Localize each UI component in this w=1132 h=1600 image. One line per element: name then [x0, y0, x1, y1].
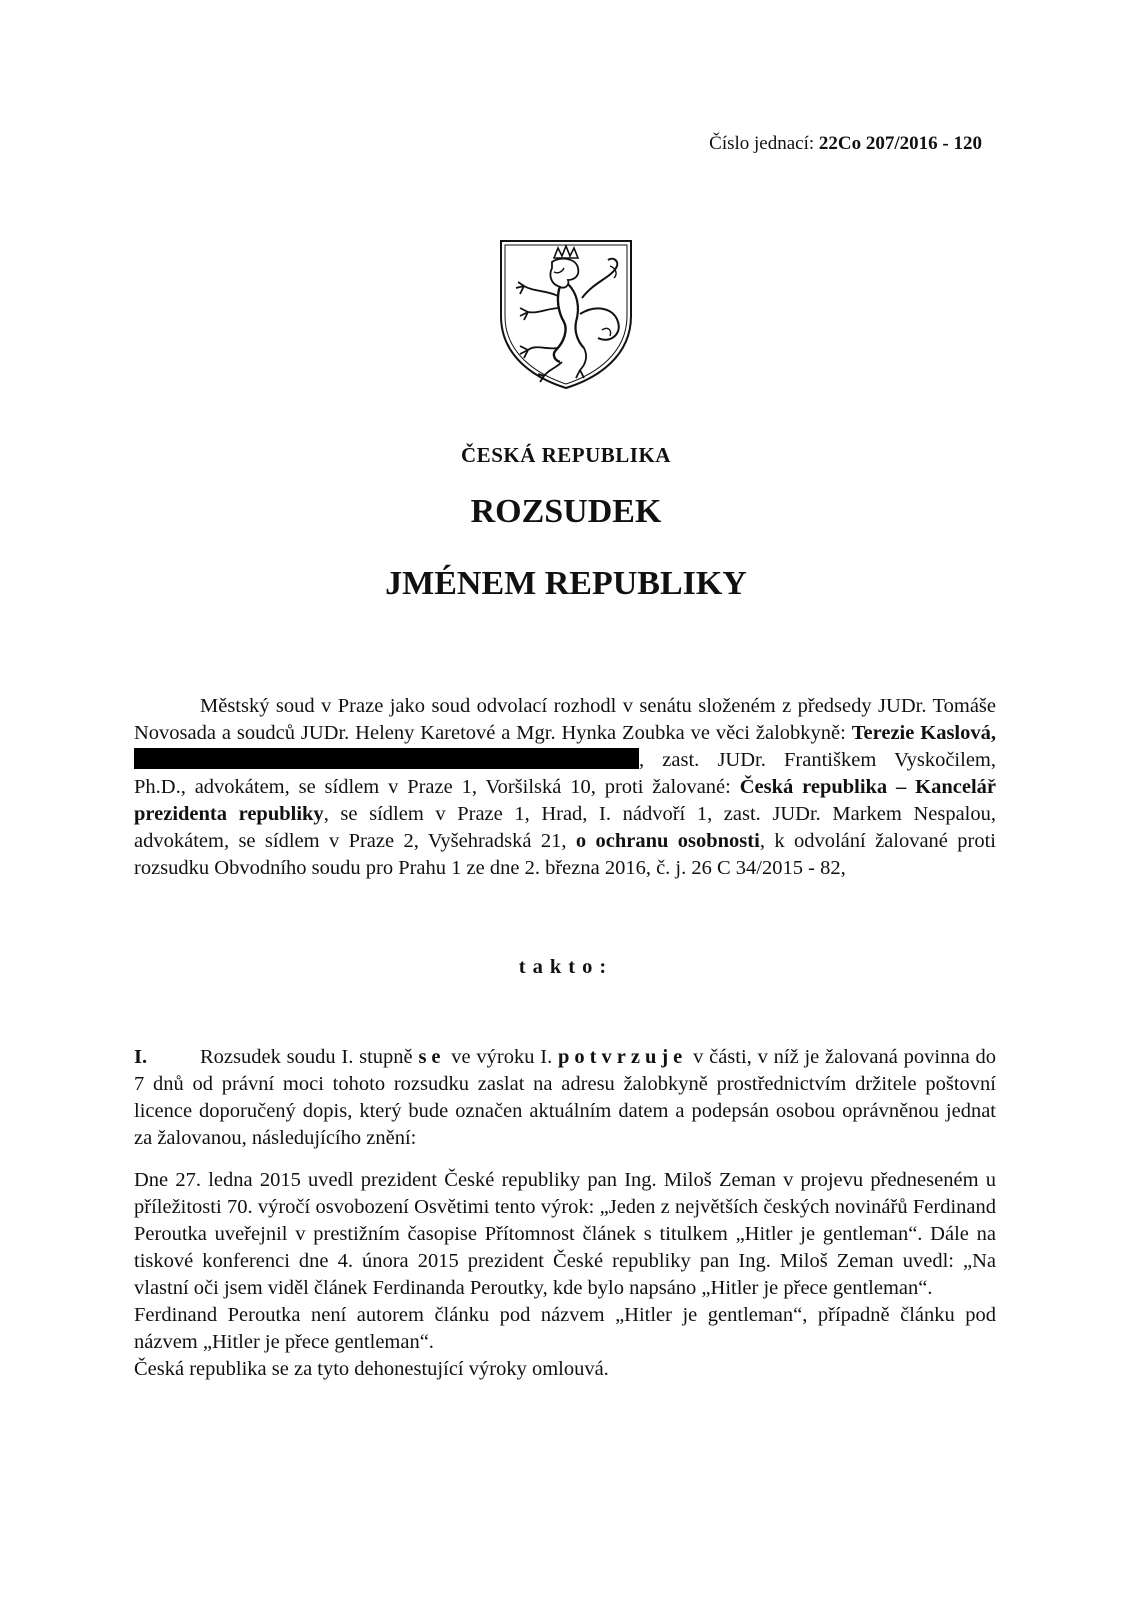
intro-text-2: , zast. JUDr. Františkem Vyskočilem, Ph.D., advokátem, se sídlem v Praze 1, Voršilská 10, proti žalované:	[134, 749, 996, 798]
case-number-label: Číslo jednací:	[709, 133, 815, 154]
case-subject: o ochranu osobnosti	[575, 830, 760, 852]
statement-paragraph-1: Dne 27. ledna 2015 uvedl prezident České republiky pan Ing. Miloš Zeman v projevu předneseném u příležitosti 70. výročí osvobození Osvětimi tento výrok: „Jeden z největších českých novinářů Ferdinand Peroutka uveřejnil v prestižním časopise Přítomnost článek s titulkem „Hitler je gentleman“. Dále na tiskové konferenci dne 4. února 2015 prezident České republiky pan Ing. Miloš Zeman uvedl: „Na vlastní oči jsem viděl článek Ferdinanda Peroutky, kde bylo napsáno „Hitler je přece gentleman“.	[134, 1169, 996, 1299]
plaintiff-name: Terezie Kaslová,	[851, 722, 996, 744]
statement-paragraph-2: Ferdinand Peroutka není autorem článku pod názvem „Hitler je gentleman“, případně článku pod názvem „Hitler je přece gentleman“.	[134, 1304, 996, 1353]
document-subtitle: JMÉNEM REPUBLIKY	[385, 565, 747, 602]
czech-lion-coat-of-arms-icon	[498, 238, 634, 390]
intro-text-4: , k odvolání žalované proti rozsudku Obvodního soudu pro Prahu 1 ze dne 2. března 2016, č. j. 26 C 34/2015 - 82,	[134, 830, 996, 879]
verdict-text-2: ve výroku I.	[445, 1046, 559, 1068]
case-number	[709, 133, 982, 155]
defendant-name: Česká republika – Kancelář prezidenta republiky	[134, 776, 996, 825]
intro-text-3: , se sídlem v Praze 1, Hrad, I. nádvoří 1, zast. JUDr. Markem Nespalou, advokátem, se sídlem v Praze 2, Vyšehradská 21,	[134, 803, 997, 852]
redaction-bar	[134, 748, 639, 769]
takto-heading: takto:	[518, 956, 614, 978]
intro-paragraph	[134, 693, 996, 882]
verdict-text-1: Rozsudek soudu I. stupně	[200, 1046, 419, 1068]
statement-paragraph-3: Česká republika se za tyto dehonestující výroky omlouvá.	[134, 1358, 609, 1380]
verdict-text-3: v části, v níž je žalovaná povinna do 7 dnů od právní moci tohoto rozsudku zaslat na adresu žalobkyně prostřednictvím držitele poštovní licence doporučený dopis, který bude označen aktuálním datem a podepsán osobou oprávněnou jednat za žalovanou, následujícího znění:	[134, 1046, 996, 1149]
apology-statement	[134, 1167, 996, 1383]
intro-text-1: Městský soud v Praze jako soud odvolací rozhodl v senátu složeném z předsedy JUDr. Tomáše Novosada a soudců JUDr. Heleny Karetové a Mgr. Hynka Zoubka ve věci žalobkyně:	[134, 695, 996, 744]
case-number-value: 22Co 207/2016 - 120	[818, 133, 982, 154]
country-heading: ČESKÁ REPUBLIKA	[461, 443, 671, 467]
document-title: ROZSUDEK	[470, 493, 662, 530]
verdict-item	[134, 1044, 996, 1152]
verdict-se: se	[418, 1046, 446, 1068]
verdict-roman-numeral: I.	[134, 1046, 148, 1068]
verdict-confirms: potvrzuje	[558, 1046, 688, 1068]
